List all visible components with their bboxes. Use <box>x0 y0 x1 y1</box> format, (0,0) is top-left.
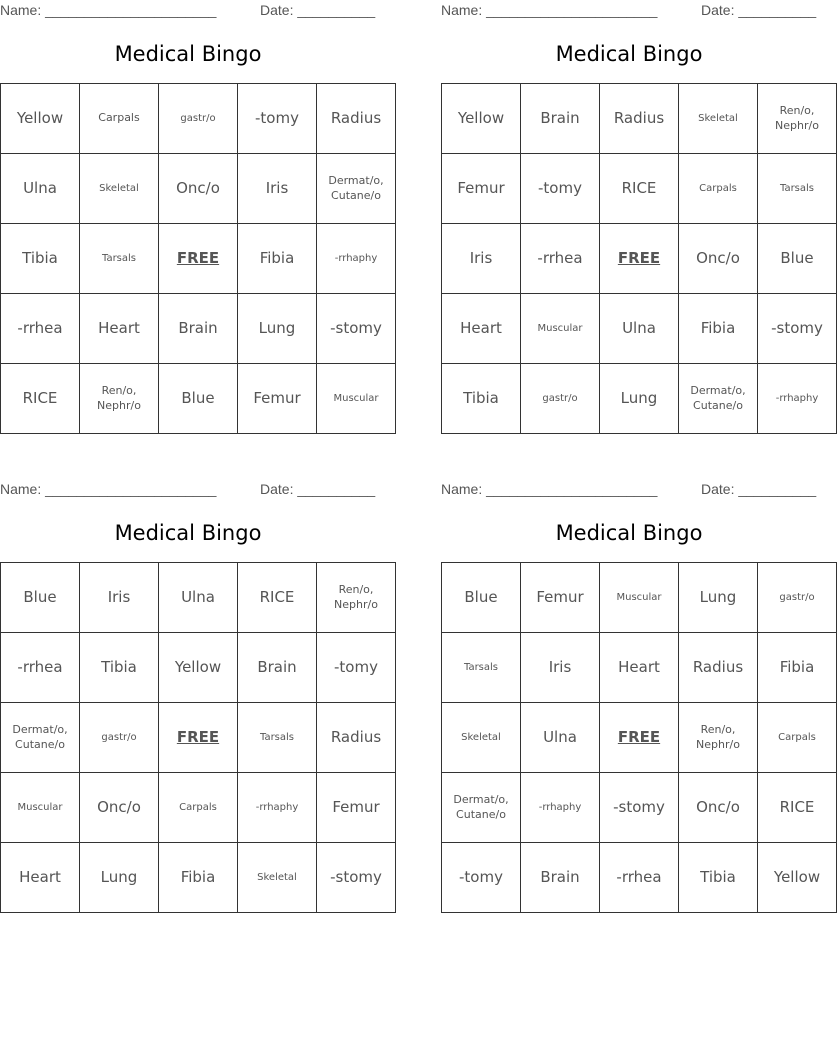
bingo-cell: Brain <box>521 84 600 154</box>
bingo-cell: Blue <box>1 563 80 633</box>
grid-row <box>442 364 837 434</box>
bingo-cell: Carpals <box>80 84 159 154</box>
bingo-cell: gastr/o <box>159 84 238 154</box>
grid-row <box>1 294 396 364</box>
bingo-grid <box>0 83 396 434</box>
bingo-cell: Heart <box>442 294 521 364</box>
bingo-cell: Skeletal <box>679 84 758 154</box>
bingo-cell: RICE <box>600 154 679 224</box>
bingo-cell: Muscular <box>600 563 679 633</box>
bingo-cell: Lung <box>679 563 758 633</box>
grid-row <box>442 563 837 633</box>
date-field: Date: __________ <box>260 2 376 18</box>
grid-row <box>442 154 837 224</box>
grid-row <box>1 703 396 773</box>
bingo-cell: -tomy <box>521 154 600 224</box>
bingo-cell: Muscular <box>1 773 80 843</box>
bingo-cell: Yellow <box>1 84 80 154</box>
grid-row <box>442 294 837 364</box>
bingo-cell: RICE <box>1 364 80 434</box>
bingo-cell: -tomy <box>238 84 317 154</box>
bingo-cell: Tarsals <box>80 224 159 294</box>
bingo-cell: Ulna <box>1 154 80 224</box>
bingo-cell: Blue <box>442 563 521 633</box>
free-space: FREE <box>600 703 679 773</box>
bingo-cell: Skeletal <box>238 843 317 913</box>
grid-row <box>442 843 837 913</box>
card-title: Medical Bingo <box>114 42 262 66</box>
bingo-cell: Brain <box>521 843 600 913</box>
bingo-grid <box>441 562 837 913</box>
bingo-cell: Dermat/o, Cutane/o <box>317 154 396 224</box>
bingo-cell: Dermat/o, Cutane/o <box>1 703 80 773</box>
bingo-cell: -stomy <box>317 843 396 913</box>
bingo-cell: RICE <box>758 773 837 843</box>
grid-row <box>1 154 396 224</box>
bingo-cell: Muscular <box>317 364 396 434</box>
bingo-cell: -rrhea <box>521 224 600 294</box>
bingo-cell: Yellow <box>442 84 521 154</box>
bingo-card-4 <box>441 479 821 919</box>
bingo-cell: Femur <box>238 364 317 434</box>
bingo-cell: Tarsals <box>442 633 521 703</box>
bingo-cell: Onc/o <box>159 154 238 224</box>
bingo-cell: Lung <box>80 843 159 913</box>
name-field: Name: ______________________ <box>0 481 217 497</box>
bingo-cell: Dermat/o, Cutane/o <box>679 364 758 434</box>
card-title: Medical Bingo <box>114 521 262 545</box>
bingo-cell: Heart <box>80 294 159 364</box>
bingo-cell: Ren/o, Nephr/o <box>679 703 758 773</box>
date-field: Date: __________ <box>701 2 817 18</box>
bingo-cell: Skeletal <box>80 154 159 224</box>
bingo-cell: Carpals <box>758 703 837 773</box>
bingo-cell: Ulna <box>600 294 679 364</box>
bingo-cell: Radius <box>679 633 758 703</box>
bingo-cell: Heart <box>1 843 80 913</box>
bingo-cell: Carpals <box>679 154 758 224</box>
bingo-cell: Blue <box>758 224 837 294</box>
grid-row <box>1 773 396 843</box>
bingo-cell: Ulna <box>159 563 238 633</box>
bingo-cell: -tomy <box>317 633 396 703</box>
bingo-cell: -rrhaphy <box>521 773 600 843</box>
bingo-cell: Lung <box>238 294 317 364</box>
bingo-cell: Dermat/o, Cutane/o <box>442 773 521 843</box>
grid-row <box>1 364 396 434</box>
date-field: Date: __________ <box>260 481 376 497</box>
bingo-grid <box>441 83 837 434</box>
bingo-cell: gastr/o <box>521 364 600 434</box>
grid-row <box>1 84 396 154</box>
card-title: Medical Bingo <box>555 42 703 66</box>
bingo-cell: -stomy <box>317 294 396 364</box>
name-field: Name: ______________________ <box>441 2 658 18</box>
bingo-cell: Blue <box>159 364 238 434</box>
bingo-cell: Yellow <box>758 843 837 913</box>
bingo-cell: -rrhea <box>600 843 679 913</box>
grid-row <box>442 224 837 294</box>
bingo-cell: RICE <box>238 563 317 633</box>
bingo-cell: Tarsals <box>238 703 317 773</box>
bingo-cell: Femur <box>521 563 600 633</box>
bingo-cell: Ren/o, Nephr/o <box>317 563 396 633</box>
bingo-cell: Tarsals <box>758 154 837 224</box>
card-title: Medical Bingo <box>555 521 703 545</box>
grid-row <box>1 224 396 294</box>
bingo-cell: Fibia <box>238 224 317 294</box>
grid-row <box>442 633 837 703</box>
free-space: FREE <box>159 224 238 294</box>
bingo-cell: -stomy <box>600 773 679 843</box>
free-space: FREE <box>600 224 679 294</box>
bingo-cell: Fibia <box>758 633 837 703</box>
bingo-cell: Onc/o <box>679 773 758 843</box>
date-field: Date: __________ <box>701 481 817 497</box>
bingo-cell: gastr/o <box>80 703 159 773</box>
grid-row <box>1 843 396 913</box>
bingo-cell: Tibia <box>679 843 758 913</box>
bingo-cell: Brain <box>238 633 317 703</box>
grid-row <box>442 84 837 154</box>
bingo-card-3 <box>0 479 382 919</box>
bingo-card-2 <box>441 0 823 440</box>
bingo-cell: Lung <box>600 364 679 434</box>
bingo-cell: Radius <box>317 84 396 154</box>
grid-row <box>442 773 837 843</box>
name-field: Name: ______________________ <box>0 2 217 18</box>
bingo-cell: Carpals <box>159 773 238 843</box>
bingo-cell: Skeletal <box>442 703 521 773</box>
bingo-cell: Fibia <box>159 843 238 913</box>
bingo-cell: Onc/o <box>679 224 758 294</box>
bingo-cell: Radius <box>600 84 679 154</box>
bingo-cell: -rrhaphy <box>238 773 317 843</box>
bingo-cell: Onc/o <box>80 773 159 843</box>
free-space: FREE <box>159 703 238 773</box>
bingo-cell: Yellow <box>159 633 238 703</box>
bingo-cell: Radius <box>317 703 396 773</box>
bingo-cell: -rrhaphy <box>758 364 837 434</box>
bingo-cell: -rrhea <box>1 294 80 364</box>
name-field: Name: ______________________ <box>441 481 658 497</box>
bingo-card-1 <box>0 0 384 440</box>
bingo-cell: Iris <box>521 633 600 703</box>
bingo-cell: Iris <box>80 563 159 633</box>
bingo-cell: Brain <box>159 294 238 364</box>
grid-row <box>442 703 837 773</box>
bingo-grid <box>0 562 396 913</box>
grid-row <box>1 563 396 633</box>
bingo-cell: -tomy <box>442 843 521 913</box>
bingo-cell: Tibia <box>442 364 521 434</box>
bingo-cell: Heart <box>600 633 679 703</box>
bingo-cell: Iris <box>238 154 317 224</box>
bingo-cell: -rrhea <box>1 633 80 703</box>
bingo-cell: Ren/o, Nephr/o <box>80 364 159 434</box>
bingo-cell: Femur <box>317 773 396 843</box>
bingo-cell: Muscular <box>521 294 600 364</box>
bingo-cell: Tibia <box>1 224 80 294</box>
bingo-cell: -stomy <box>758 294 837 364</box>
bingo-cell: Ren/o, Nephr/o <box>758 84 837 154</box>
grid-row <box>1 633 396 703</box>
bingo-cell: gastr/o <box>758 563 837 633</box>
bingo-cell: Fibia <box>679 294 758 364</box>
bingo-cell: Ulna <box>521 703 600 773</box>
bingo-cell: Tibia <box>80 633 159 703</box>
bingo-cell: -rrhaphy <box>317 224 396 294</box>
bingo-cell: Femur <box>442 154 521 224</box>
bingo-cell: Iris <box>442 224 521 294</box>
